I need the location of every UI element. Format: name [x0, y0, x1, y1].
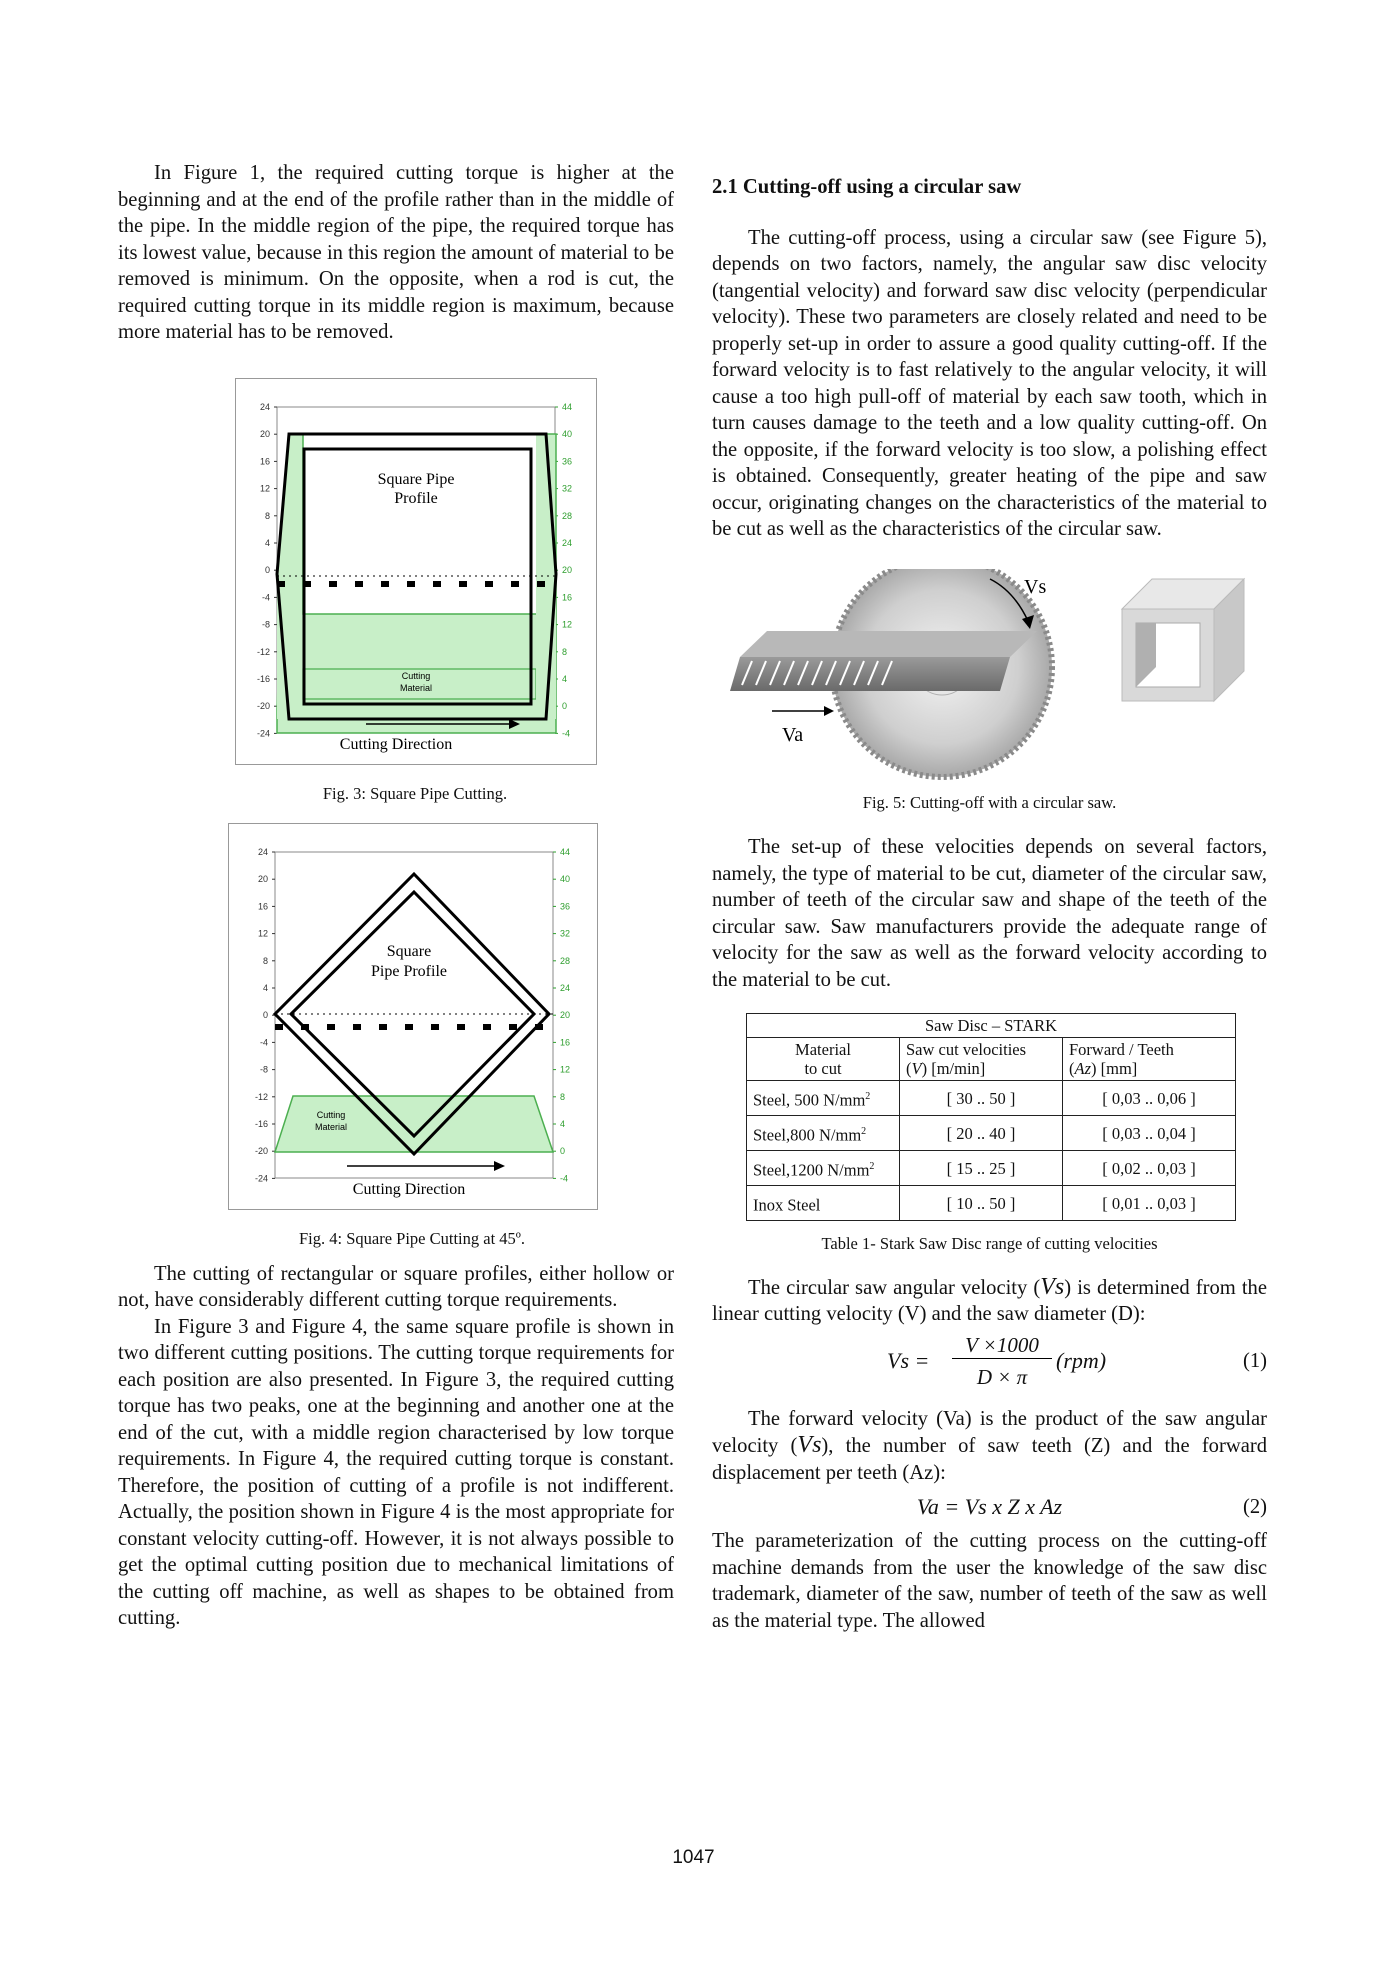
table-row: Inox Steel [ 10 .. 50 ] [ 0,01 .. 0,03 ] [747, 1186, 1236, 1221]
figure-3-frame [235, 378, 597, 765]
paragraph: The parameterization of the cutting process on the cutting-off machine demands from the user the knowledge of the saw disc trademark, diameter of the saw, number of teeth of the saw as well as the material type. The allowed [712, 1530, 1267, 1632]
axis-tick-label: -20 [256, 700, 270, 711]
paragraph: In Figure 3 and Figure 4, the same square profile is shown in two different cutting positions. The cutting torque requirements for each position are also presented. In Figure 3, the required cutting torque has two peaks, one at the beginning and another one at the end of the cut, with a middle region characterised by low torque requirements. In Figure 4, the required cutting torque is constant. Therefore, the position of cutting of a profile is not indifferent. Actually, the position shown in Figure 4 is the most appropriate for constant velocity cutting-off. However, it is not always possible to get the optimal cutting position due to mechanical limitations of the cutting off machine, as well as shapes to be obtained from cutting. [118, 1315, 674, 1629]
axis-tick-label: -4 [562, 727, 571, 738]
axis-tick-label: 12 [560, 1064, 571, 1075]
bar-top [740, 631, 1037, 657]
axis-tick-label: 24 [259, 401, 270, 412]
axis-tick-label: 32 [562, 483, 573, 494]
figure-5-illustration [712, 569, 1267, 784]
right-axis-ticks [553, 847, 570, 1183]
table-row: Steel,1200 $N/mm^2$ [ 15 .. 25 ] [ 0,02 .. 0,03 ] [747, 1151, 1236, 1186]
equation-number: (2) [1242, 1496, 1267, 1518]
axis-tick-label: 24 [560, 983, 571, 993]
material-label: Cutting [401, 670, 431, 681]
axis-tick-label: -24 [254, 1173, 268, 1184]
axis-tick-label: 44 [562, 401, 573, 412]
axis-tick-label: -24 [256, 727, 270, 738]
axis-tick-label: 28 [560, 955, 571, 966]
workpiece-bar-icon [730, 657, 1010, 691]
eq2-text: Va = Vs x Z x Az [916, 1494, 1063, 1519]
axis-tick-label: 36 [562, 455, 573, 466]
axis-tick-label: -4 [560, 1173, 569, 1184]
paragraph: The set-up of these velocities depends on several factors, namely, the type of material to be cut, diameter of the circular saw, number of teeth of the circular saw and shape of the teeth of the circular saw. Saw manufacturers provide the adequate range of velocity for the saw as well as the forward velocity according to the material to be cut. [712, 836, 1267, 991]
axis-tick-label: -12 [254, 1091, 268, 1102]
left-column [118, 160, 674, 1632]
right-column [712, 160, 1267, 1634]
axis-tick-label: 32 [560, 928, 571, 939]
table-header-row [747, 1038, 1236, 1081]
table-row: Steel, 500 $N/mm^2$ [ 30 .. 50 ] [ 0,03 .. 0,06 ] [747, 1081, 1236, 1116]
left-axis-ticks [255, 847, 275, 1183]
equation-number: (1) [1242, 1349, 1267, 1372]
axis-tick-label: -16 [256, 673, 270, 684]
profile-label: Pipe Profile [371, 963, 447, 980]
material-label: Material [399, 682, 433, 693]
axis-tick-label: 12 [562, 619, 573, 630]
figure-3 [235, 378, 674, 808]
direction-label: Cutting Direction [339, 735, 453, 753]
axis-tick-label: 8 [264, 510, 270, 521]
axis-tick-label: 36 [560, 901, 571, 912]
left-axis-ticks [257, 402, 277, 738]
vs-label: Vs [1024, 575, 1047, 598]
paragraph: The circular saw angular velocity (Vs) is determined from the linear cutting velocity (V) and the saw diameter (D): [712, 1273, 1267, 1325]
axis-tick-label: -16 [254, 1119, 268, 1129]
table-header: Material to cut [747, 1038, 900, 1081]
axis-tick-label: -4 [261, 591, 270, 602]
figure-3-chart [236, 379, 596, 764]
figure-5 [712, 569, 1267, 817]
material-label: Cutting [316, 1110, 346, 1120]
axis-tick-label: 40 [560, 874, 571, 885]
page-number: 1047 [672, 1847, 715, 1868]
table-1 [712, 1013, 1267, 1258]
section-heading: 2.1 Cutting-off using a circular saw [712, 176, 1022, 198]
paragraph: The forward velocity (Va) is the product of the saw angular velocity (Vs), the number of saw teeth (Z) and the forward displacement per teeth (Az): [712, 1407, 1268, 1484]
axis-tick-label: 20 [562, 564, 573, 575]
axis-tick-label: 0 [562, 700, 568, 711]
figure-4-frame [228, 823, 598, 1210]
axis-tick-label: 16 [257, 901, 268, 912]
profile-label: Square [386, 943, 432, 960]
axis-tick-label: -8 [261, 619, 270, 630]
axis-tick-label: 8 [262, 955, 268, 966]
axis-tick-label: 12 [259, 483, 270, 494]
equation-2 [712, 1486, 1267, 1528]
axis-tick-label: -20 [254, 1146, 268, 1157]
eq1-units: (rpm) [1056, 1347, 1107, 1373]
profile-label: Profile [394, 489, 438, 507]
table-header: Forward / Teeth (Az) [mm] [1063, 1038, 1236, 1081]
axis-tick-label: -4 [259, 1037, 268, 1048]
eq1-lhs: Vs = [887, 1347, 930, 1373]
figure-4 [228, 823, 674, 1253]
axis-tick-label: 44 [560, 847, 571, 857]
paragraph: The cutting-off process, using a circular saw (see Figure 5), depends on two factors, namely, the angular saw disc velocity (tangential velocity) and forward saw disc velocity (perpendicular velocity). These two parameters are closely related and need to be properly set-up in order to assure a good quality cutting-off. If the forward velocity is to fast relatively to the angular velocity, it will cause a too high pull-off of material by each saw tooth, which in turn causes damage to the teeth and a low quality cutting-off. On the opposite, if the forward velocity is too slow, a polishing effect is obtained. Consequently, greater heating of the pipe and saw occur, originating changes on the characteristics of the material to be cut as well as the characteristics of the circular saw. [712, 226, 1267, 540]
figure-4-chart [229, 824, 597, 1209]
figure-5-caption: Fig. 5: Cutting-off with a circular saw. [862, 792, 1117, 812]
table-title: Saw Disc – STARK [747, 1014, 1236, 1038]
equation-1 [712, 1328, 1267, 1400]
axis-tick-label: -12 [256, 646, 270, 657]
axis-tick-label: 24 [562, 537, 573, 548]
axis-tick-label: 40 [562, 428, 573, 439]
axis-tick-label: 12 [257, 928, 268, 939]
axis-tick-label: -8 [259, 1064, 268, 1075]
right-axis-ticks [555, 402, 572, 738]
axis-tick-label: 16 [562, 591, 573, 602]
table-row: Steel,800 $N/mm^2$ [ 20 .. 40 ] [ 0,03 .. 0,04 ] [747, 1116, 1236, 1151]
figure-4-caption: Fig. 4: Square Pipe Cutting at 45º. [298, 1229, 526, 1248]
table-title-row [747, 1014, 1236, 1038]
direction-label: Cutting Direction [352, 1181, 466, 1198]
axis-tick-label: 24 [257, 847, 268, 857]
axis-tick-label: 8 [562, 646, 568, 657]
axis-tick-label: 4 [562, 673, 568, 684]
paragraph: In Figure 1, the required cutting torque is higher at the beginning and at the end of the profile rather than in the middle of the pipe. In the middle region of the pipe, the required torque has its lowest value, because in this region the amount of material to be removed is minimum. On the opposite, when a rod is cut, the required cutting torque in its middle region is maximum, because more material has to be removed. [118, 162, 674, 343]
axis-tick-label: 20 [259, 428, 270, 439]
axis-tick-label: 0 [264, 564, 270, 575]
axis-tick-label: 0 [262, 1010, 268, 1021]
axis-tick-label: 4 [264, 537, 270, 548]
table-header: Saw cut velocities (V) [m/min] [900, 1038, 1063, 1081]
axis-tick-label: 20 [560, 1010, 571, 1021]
axis-tick-label: 0 [560, 1146, 566, 1157]
axis-tick-label: 16 [560, 1037, 571, 1048]
axis-tick-label: 16 [259, 455, 270, 466]
va-label: Va [782, 723, 804, 746]
figure-3-caption: Fig. 3: Square Pipe Cutting. [322, 783, 508, 803]
axis-tick-label: 4 [262, 983, 268, 993]
eq1-numerator: V ×1000 [952, 1332, 1052, 1360]
axis-tick-label: 8 [560, 1091, 566, 1102]
saw-table [746, 1013, 1236, 1221]
axis-tick-label: 20 [257, 874, 268, 885]
axis-tick-label: 28 [562, 510, 573, 521]
axis-tick-label: 4 [560, 1119, 566, 1129]
table-1-caption: Table 1- Stark Saw Disc range of cutting velocities [821, 1234, 1158, 1253]
eq1-denominator: D × π [976, 1364, 1028, 1389]
paragraph: The cutting of rectangular or square profiles, either hollow or not, have considerably different cutting torque requirements. [118, 1262, 674, 1311]
material-label: Material [314, 1122, 348, 1132]
profile-label: Square Pipe [377, 470, 455, 488]
